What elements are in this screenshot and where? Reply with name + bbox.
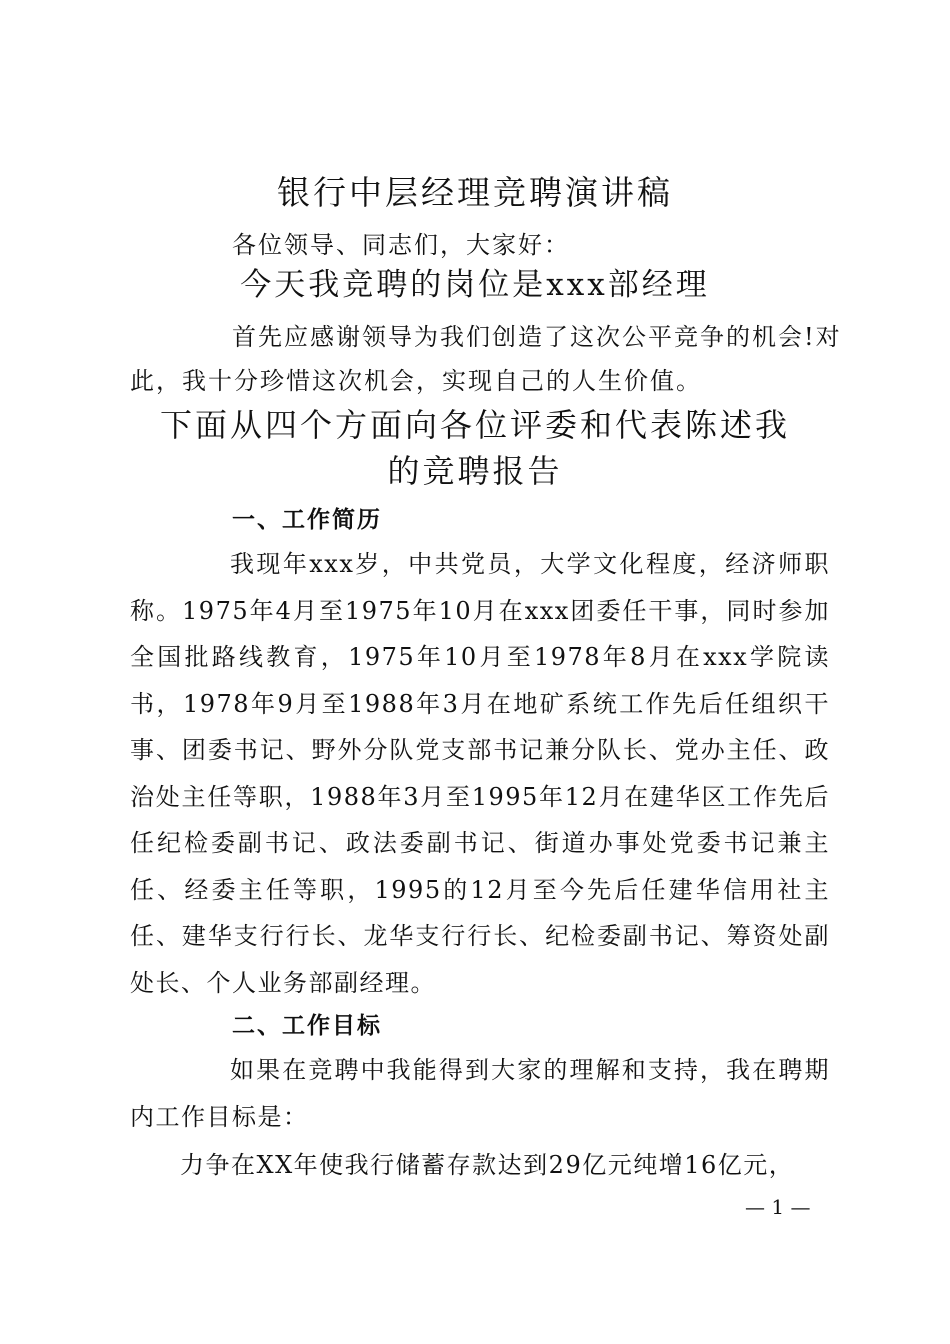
thanks-line-1: 首先应感谢领导为我们创造了这次公平竞争的机会!对 [232, 323, 842, 351]
work-history-paragraph: 我现年xxx岁，中共党员，大学文化程度，经济师职称。1975年4月至1975年10月在xxx团委任干事，同时参加全国批路线教育，1975年10月至1978年8月在xxx学院读书，1978年9月至1988年3月在地矿系统工作先后任组织干事、团委书记、野外分队党支部书记兼分队长、党办主任、政治处主任等职，1988年3月至1995年12月在建华区工作先后任纪检委副书记、政法委副书记、街道办事处党委书记兼主任、经委主任等职，1995的12月至今先后任建华信用社主任、建华支行行长、龙华支行行长、纪检委副书记、筹资处副处长、个人业务部副经理。 [130, 550, 830, 997]
page-number: — 1 — [745, 1195, 811, 1219]
greeting: 各位领导、同志们，大家好： [232, 231, 570, 259]
intro-line-2: 的竞聘报告 [387, 452, 563, 490]
goal-statement: 力争在XX年使我行储蓄存款达到29亿元纯增16亿元， [180, 1151, 795, 1179]
section-heading-work-history: 一、工作简历 [232, 507, 382, 533]
thanks-line-2: 此，我十分珍惜这次机会，实现自己的人生价值。 [130, 367, 702, 395]
work-goals-paragraph: 如果在竞聘中我能得到大家的理解和支持，我在聘期内工作目标是： [130, 1056, 830, 1131]
section-heading-work-goals: 二、工作目标 [232, 1013, 382, 1039]
intro-line-1: 下面从四个方面向各位评委和代表陈述我 [159, 406, 790, 444]
position-statement: 今天我竞聘的岗位是xxx部经理 [240, 267, 710, 303]
document-title: 银行中层经理竞聘演讲稿 [277, 173, 673, 212]
